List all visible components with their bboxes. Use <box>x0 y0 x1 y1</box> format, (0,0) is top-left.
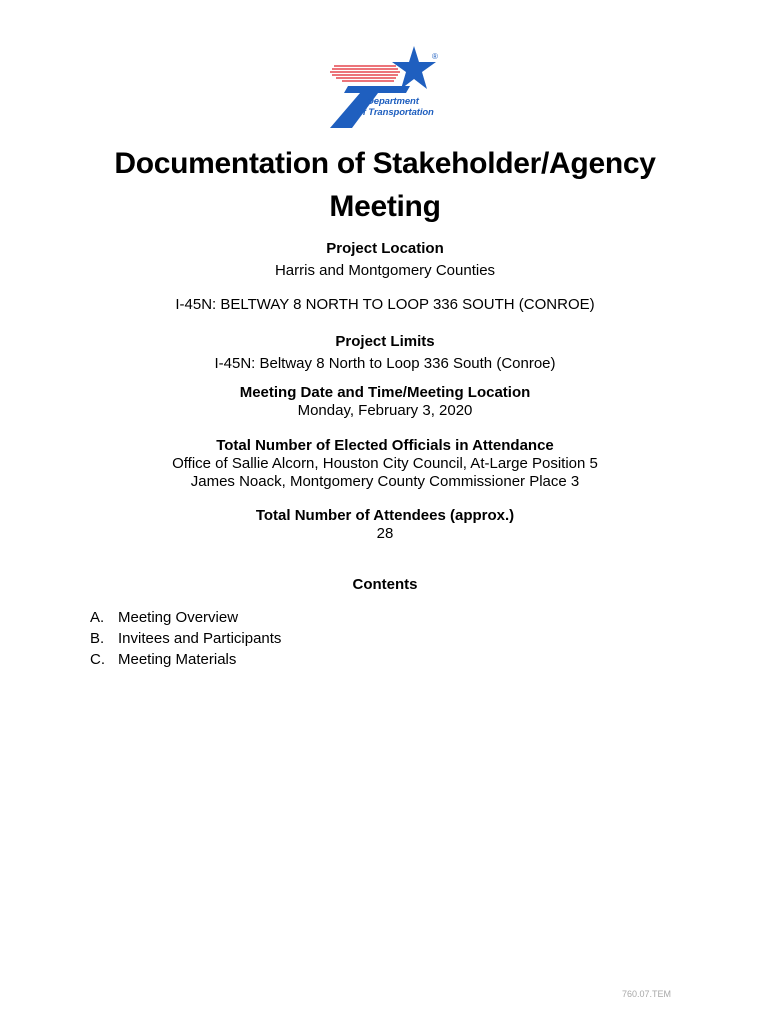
form-code: 760.07.TEM <box>622 989 672 999</box>
project-name: I-45N: BELTWAY 8 NORTH TO LOOP 336 SOUTH (CONROE) <box>175 296 595 313</box>
registered-mark: ® <box>432 52 438 61</box>
list-item <box>90 607 281 628</box>
title-line-1: Documentation of Stakeholder/Agency <box>114 147 656 180</box>
attendees-value: 28 <box>376 525 394 542</box>
project-location-heading: Project Location <box>326 240 444 257</box>
project-limits-section <box>0 333 770 373</box>
attendees-section <box>0 507 770 543</box>
attendees-heading: Total Number of Attendees (approx.) <box>255 507 515 524</box>
list-item-letter: B. <box>90 630 105 647</box>
logo-wordmark <box>357 85 434 118</box>
logo-line-2: Department <box>367 96 419 107</box>
contents-heading: Contents <box>352 576 418 593</box>
elected-officials-heading: Total Number of Elected Officials in Attendance <box>216 437 554 454</box>
elected-official-line: James Noack, Montgomery County Commissioner Place 3 <box>190 473 580 490</box>
project-name-section <box>0 296 770 314</box>
list-item-label: Meeting Materials <box>118 651 237 668</box>
document-title <box>0 142 770 228</box>
list-item-label: Meeting Overview <box>118 609 239 626</box>
title-line-2: Meeting <box>329 190 441 223</box>
meeting-value: Monday, February 3, 2020 <box>297 402 473 419</box>
project-limits-heading: Project Limits <box>335 333 435 350</box>
list-item <box>90 649 281 670</box>
list-item-letter: A. <box>90 609 105 626</box>
list-item <box>90 628 281 649</box>
project-location-value: Harris and Montgomery Counties <box>274 262 496 279</box>
meeting-section <box>0 384 770 420</box>
project-limits-value: I-45N: Beltway 8 North to Loop 336 South (Conroe) <box>214 355 556 372</box>
list-item-letter: C. <box>90 651 105 668</box>
elected-officials-section <box>0 437 770 491</box>
meeting-heading: Meeting Date and Time/Meeting Location <box>239 384 531 401</box>
contents-list <box>90 607 281 670</box>
list-item-label: Invitees and Participants <box>118 630 282 647</box>
elected-official-line: Office of Sallie Alcorn, Houston City Council, At-Large Position 5 <box>172 455 598 472</box>
speed-lines <box>330 66 400 81</box>
star-icon <box>392 46 436 89</box>
logo-line-3: of Transportation <box>357 107 434 118</box>
logo-line-1: Texas <box>377 85 404 96</box>
project-location-section <box>0 240 770 280</box>
contents-section <box>0 576 770 594</box>
